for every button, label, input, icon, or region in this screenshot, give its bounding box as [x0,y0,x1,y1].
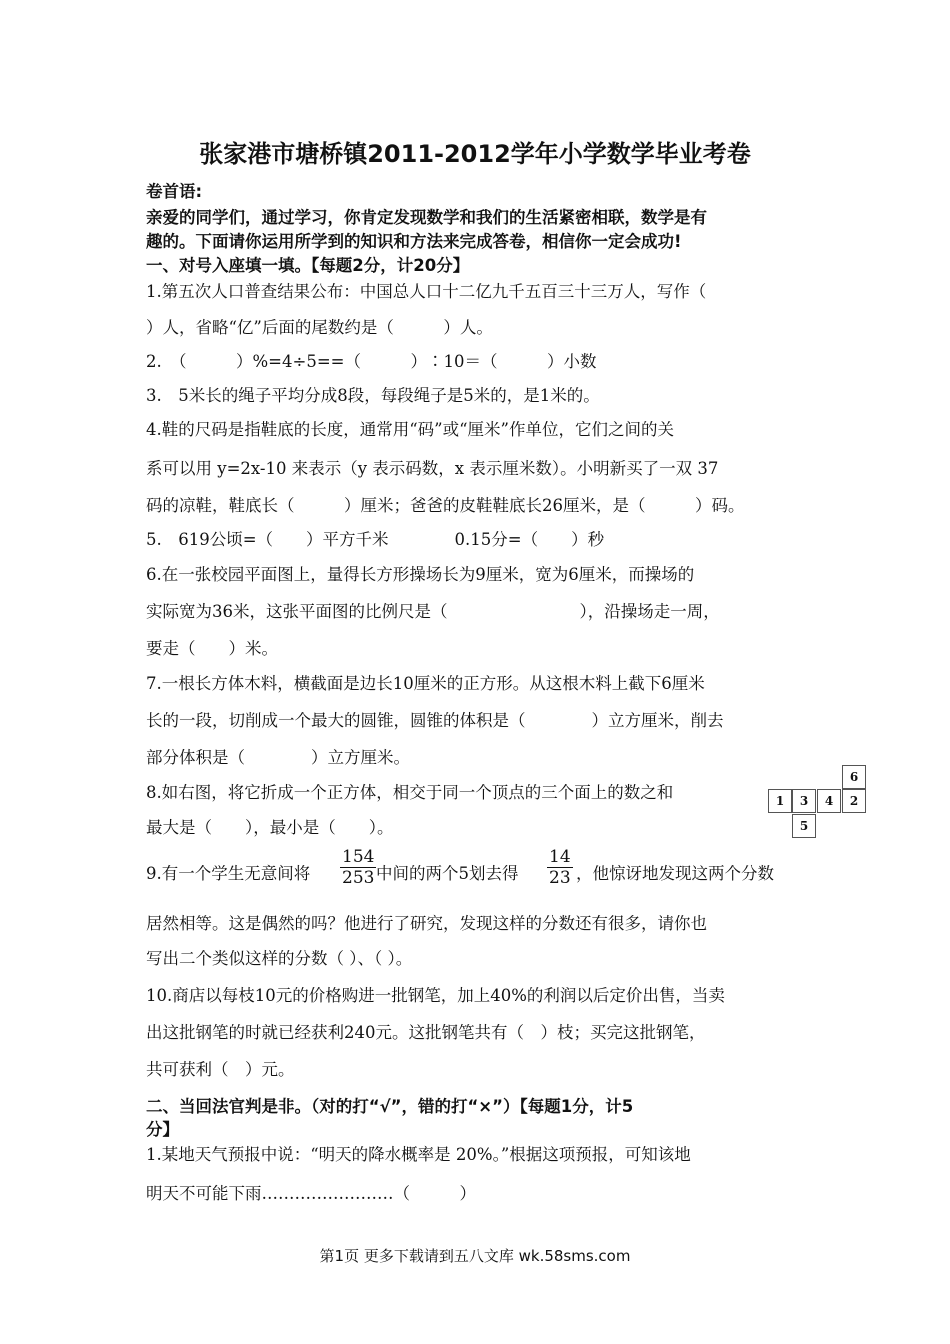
fraction-numerator: 154 [342,847,375,867]
fraction-denominator: 253 [342,868,375,888]
question-line: 1.某地天气预报中说：“明天的降水概率是 20%。”根据这项预报，可知该地 [146,1145,691,1164]
cube-face: 2 [842,789,866,813]
question-line: 系可以用 y=2x-10 来表示（y 表示码数，x 表示厘米数）。小明新买了一双 37 [146,459,719,478]
question-line: 5. 619公顷=（ ）平方千米 0.15分=（ ）秒 [146,530,605,549]
question-line: 最大是（ ），最小是（ ）。 [146,818,394,837]
section2-heading: 二、当回法官判是非。（对的打“√”，错的打“×”）【每题1分，计5 [146,1097,634,1116]
exam-title: 张家港市塘桥镇2011-2012学年小学数学毕业考卷 [199,140,751,168]
cube-face: 5 [792,814,816,838]
fraction-154-253 [340,847,376,888]
cube-face: 4 [817,789,841,813]
cube-face: 6 [842,765,866,789]
cube-net-figure [768,765,868,839]
question-line: 码的凉鞋，鞋底长（ ）厘米；爸爸的皮鞋鞋底长26厘米，是（ ）码。 [146,496,745,515]
question-line: 6.在一张校园平面图上，量得长方形操场长为9厘米，宽为6厘米，而操场的 [146,565,695,584]
question-line: 明天不可能下雨……………………（ ） [146,1184,476,1203]
question-line: 居然相等。这是偶然的吗？他进行了研究，发现这样的分数还有很多，请你也 [146,914,707,933]
question-line: 1.第五次人口普查结果公布：中国总人口十二亿九千五百三十三万人，写作（ [146,282,707,301]
question-line: 部分体积是（ ）立方厘米。 [146,748,410,767]
cube-face: 3 [792,789,816,813]
section2-heading-cont: 分】 [146,1120,179,1139]
question-9-mid: 中间的两个5划去得 [376,864,519,883]
question-line: 共可获利（ ）元。 [146,1060,295,1079]
fraction-numerator: 14 [549,847,571,867]
question-line: 8.如右图，将它折成一个正方体，相交于同一个顶点的三个面上的数之和 [146,783,674,802]
page-footer: 第1页 更多下载请到五八文库 wk.58sms.com [319,1247,631,1265]
fraction-denominator: 23 [549,868,571,888]
fraction-14-23 [547,847,573,888]
question-line: 10.商店以每枝10元的价格购进一批钢笔，加上40%的利润以后定价出售，当卖 [146,986,725,1005]
preface-line-1: 亲爱的同学们，通过学习，你肯定发现数学和我们的生活紧密相联，数学是有 [146,208,707,227]
cube-face: 1 [768,789,792,813]
question-line: 实际宽为36米，这张平面图的比例尺是（ ），沿操场走一周， [146,602,720,621]
preface-line-2: 趣的。下面请你运用所学到的知识和方法来完成答卷，相信你一定会成功! [146,232,682,251]
question-line: ）人，省略“亿”后面的尾数约是（ ）人。 [146,318,493,337]
question-line: 出这批钢笔的时就已经获利240元。这批钢笔共有（ ）枝；买完这批钢笔， [146,1023,706,1042]
question-line: 3. 5米长的绳子平均分成8段，每段绳子是5米的，是1米的。 [146,386,600,405]
question-line: 4.鞋的尺码是指鞋底的长度，通常用“码”或“厘米”作单位，它们之间的关 [146,420,674,439]
question-line: 7.一根长方体木料，横截面是边长10厘米的正方形。从这根木料上截下6厘米 [146,674,705,693]
section1-heading: 一、对号入座填一填。【每题2分，计20分】 [146,256,470,275]
preface-label: 卷首语: [146,182,203,201]
question-line: 2. （ ）%=4÷5==（ ）∶10＝（ ）小数 [146,352,597,371]
question-line: 写出二个类似这样的分数（ ）、（ ）。 [146,949,413,968]
question-9-pre: 9.有一个学生无意间将 [146,864,311,883]
question-line: 长的一段，切削成一个最大的圆锥，圆锥的体积是（ ）立方厘米，削去 [146,711,724,730]
question-line: 要走（ ）米。 [146,639,278,658]
question-9-post: ，他惊讶地发现这两个分数 [576,864,774,883]
